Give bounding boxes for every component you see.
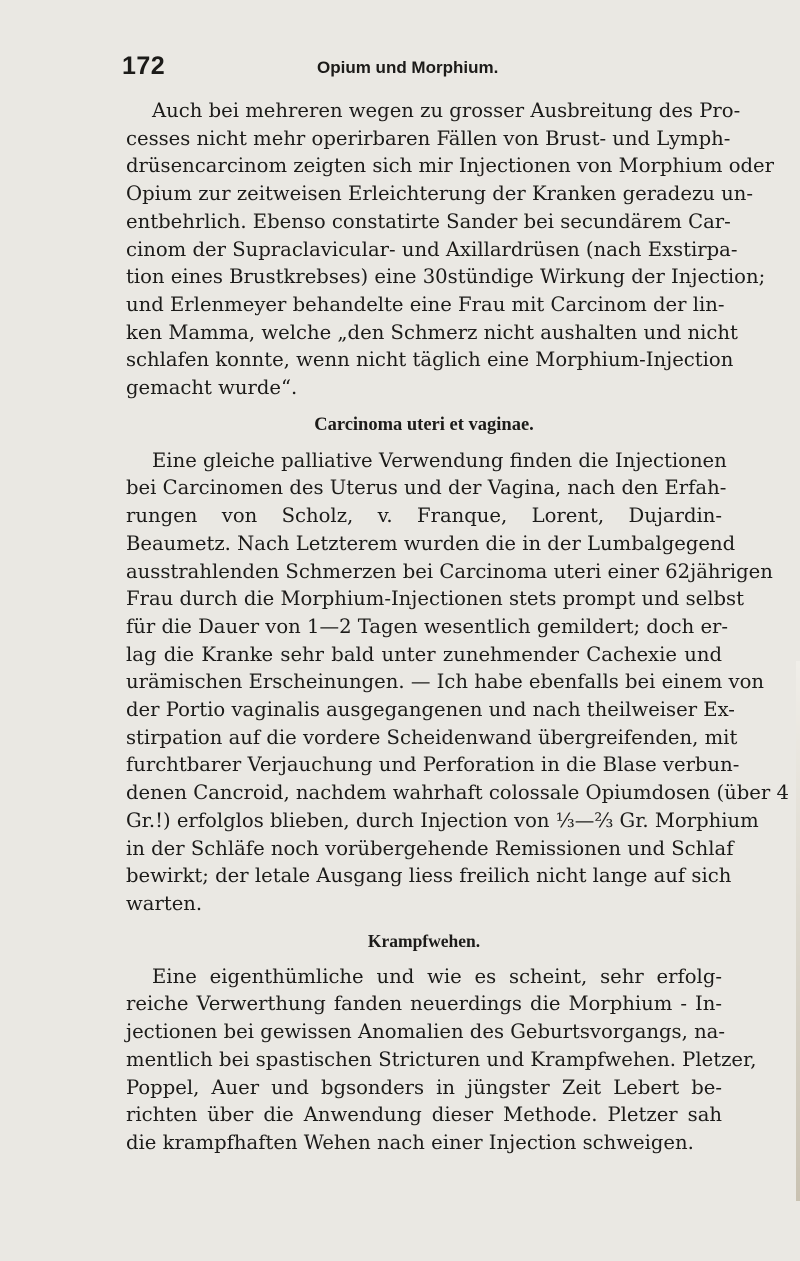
page-body (126, 97, 789, 1157)
text-line: ken Mamma, welche „den Schmerz nicht aushalten und nicht (126, 320, 738, 344)
text-line: richten über die Anwendung dieser Methode. Pletzer sah (126, 1103, 722, 1127)
text-line: lag die Kranke sehr bald unter zunehmender Cachexie und (126, 642, 722, 666)
text-line: warten. (126, 891, 203, 915)
paragraph-3 (126, 963, 757, 1157)
text-line: ausstrahlenden Schmerzen bei Carcinoma uteri einer 62jährigen (126, 559, 773, 583)
section-heading-krampfwehen: Krampfwehen. (367, 930, 481, 951)
text-line: furchtbarer Verjauchung und Perforation in die Blase verbun- (126, 753, 740, 777)
text-line: urämischen Erscheinungen. — Ich habe ebenfalls bei einem von (126, 670, 765, 694)
text-line: stirpation auf die vordere Scheidenwand übergreifenden, mit (126, 725, 738, 749)
text-line: Eine gleiche palliative Verwendung finden die Injectionen (152, 448, 727, 472)
text-line: cesses nicht mehr operirbaren Fällen von Brust- und Lymph- (126, 126, 731, 150)
text-line: Auch bei mehreren wegen zu grosser Ausbreitung des Pro- (152, 99, 741, 122)
text-line: denen Cancroid, nachdem wahrhaft colossale Opiumdosen (über 4 (126, 781, 789, 805)
text-line: Opium zur zeitweisen Erleichterung der Kranken geradezu un- (126, 182, 753, 206)
text-line: reiche Verwerthung fanden neuerdings die Morphium - In- (126, 992, 722, 1016)
text-line: Beaumetz. Nach Letzterem wurden die in der Lumbalgegend (126, 531, 736, 555)
text-line: gemacht wurde“. (126, 376, 298, 400)
text-line: für die Dauer von 1—2 Tagen wesentlich gemildert; doch er- (126, 614, 729, 638)
paragraph-2 (126, 447, 789, 918)
text-line: Eine eigenthümliche und wie es scheint, sehr erfolg- (152, 964, 722, 988)
text-line: Poppel, Auer und bgsonders in jüngster Zeit Lebert be- (126, 1075, 722, 1099)
text-line: bewirkt; der letale Ausgang liess freilich nicht lange auf sich (126, 864, 732, 888)
text-line: schlafen konnte, wenn nicht täglich eine Morphium-Injection (126, 348, 734, 372)
page-number: 172 (122, 52, 166, 80)
section-heading-carcinoma: Carcinoma uteri et vaginae. (314, 414, 534, 435)
text-line: Gr.!) erfolglos blieben, durch Injection von ⅓—⅔ Gr. Morphium (126, 808, 759, 832)
text-line: entbehrlich. Ebenso constatirte Sander bei secundärem Car- (126, 209, 731, 233)
text-line: mentlich bei spastischen Stricturen und Krampfwehen. Pletzer, (126, 1047, 757, 1071)
text-line: rungen von Scholz, v. Franque, Lorent, Dujardin- (126, 504, 722, 528)
page-header (122, 52, 722, 88)
text-line: tion eines Brustkrebses) eine 30stündige Wirkung der Injection; (126, 265, 766, 289)
text-line: in der Schläfe noch vorübergehende Remissionen und Schlaf (126, 836, 734, 860)
text-line: cinom der Supraclavicular- und Axillardrüsen (nach Exstirpa- (126, 237, 738, 261)
paragraph-1 (126, 97, 775, 402)
running-title: Opium und Morphium. (317, 58, 499, 77)
text-line: und Erlenmeyer behandelte eine Frau mit Carcinom der lin- (126, 292, 725, 316)
text-line: die krampfhaften Wehen nach einer Injection schweigen. (126, 1130, 694, 1154)
text-line: drüsencarcinom zeigten sich mir Injectionen von Morphium oder (126, 154, 775, 178)
text-line: der Portio vaginalis ausgegangenen und nach theilweiser Ex- (126, 698, 735, 722)
text-line: bei Carcinomen des Uterus und der Vagina, nach den Erfah- (126, 476, 727, 500)
text-line: jectionen bei gewissen Anomalien des Geburtsvorgangs, na- (126, 1020, 725, 1044)
text-line: Frau durch die Morphium-Injectionen stets prompt und selbst (126, 587, 744, 611)
page-edge-shadow (796, 661, 800, 1201)
